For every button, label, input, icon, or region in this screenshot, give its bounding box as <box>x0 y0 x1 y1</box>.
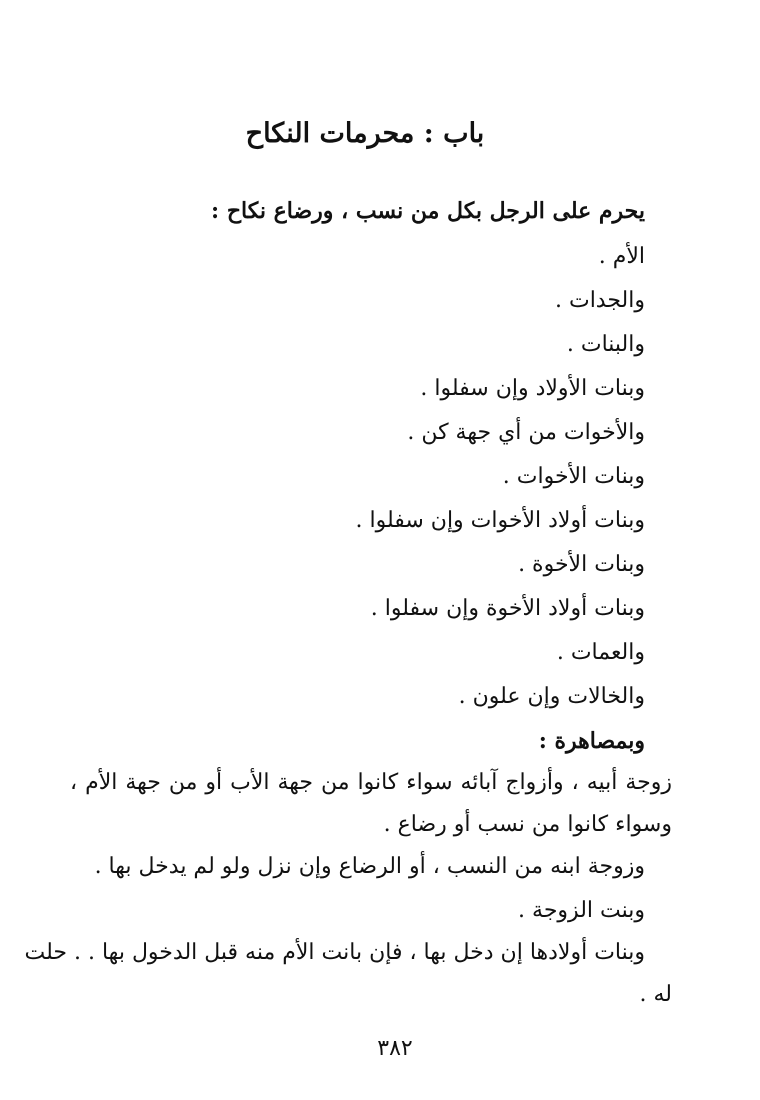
list-item: والبنات . <box>566 332 645 357</box>
list-item: الأم . <box>598 244 645 269</box>
list-item: وبنات الأولاد وإن سفلوا . <box>420 376 645 401</box>
paragraph-line: له . <box>639 982 672 1007</box>
paragraph-line: وسواء كانوا من نسب أو رضاع . <box>383 812 672 837</box>
list-item: وبنات أولاد الأخوات وإن سفلوا . <box>355 508 645 533</box>
page-number: ٣٨٢ <box>377 1036 413 1061</box>
intro-line: يحرم على الرجل بكل من نسب ، ورضاع نكاح : <box>211 198 645 224</box>
list-item: وبنات أولاد الأخوة وإن سفلوا . <box>370 596 645 621</box>
paragraph-line: وبنت الزوجة . <box>518 898 645 923</box>
list-item: والعمات . <box>556 640 645 665</box>
list-item: والجدات . <box>555 288 645 313</box>
paragraph-line: زوجة أبيه ، وأزواج آبائه سواء كانوا من جهة الأب أو من جهة الأم ، <box>70 770 672 795</box>
list-item: والخالات وإن علون . <box>458 684 645 709</box>
subheading: وبمصاهرة : <box>538 728 645 754</box>
list-item: وبنات الأخوات . <box>502 464 645 489</box>
list-item: والأخوات من أي جهة كن . <box>407 420 645 445</box>
paragraph-line: وزوجة ابنه من النسب ، أو الرضاع وإن نزل ولو لم يدخل بها . <box>94 854 645 879</box>
paragraph-line: وبنات أولادها إن دخل بها ، فإن بانت الأم منه قبل الدخول بها . . حلت <box>24 940 645 965</box>
chapter-title: باب : محرمات النكاح <box>245 118 485 149</box>
list-item: وبنات الأخوة . <box>518 552 645 577</box>
